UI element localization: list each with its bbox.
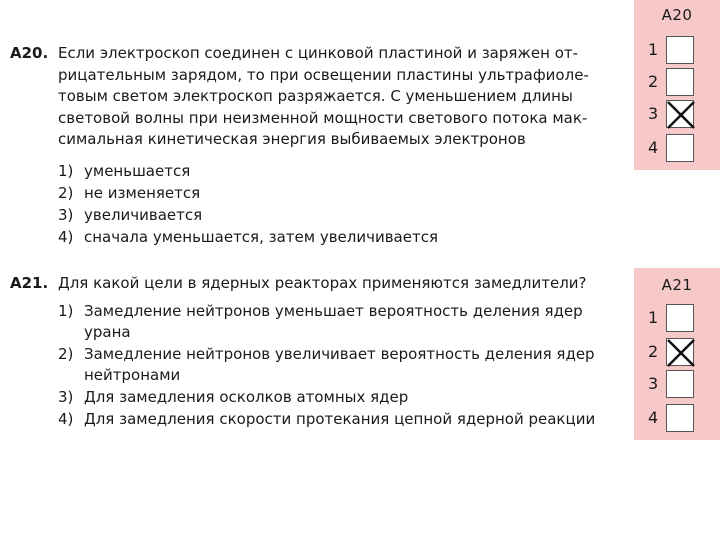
- answer-checkbox[interactable]: [666, 134, 694, 162]
- answer-checkbox[interactable]: [666, 404, 694, 432]
- answer-option-1-cont: [84, 323, 131, 344]
- option-number: 3): [58, 388, 74, 406]
- question-text-line: товым светом электроскоп разряжается. С уменьшением длины: [58, 87, 573, 105]
- answer-option-4: [58, 410, 595, 431]
- answer-row-label: 3: [648, 104, 659, 123]
- option-number: 2): [58, 184, 74, 202]
- question-text-line: рицательным зарядом, то при освещении пластины ультрафиоле-: [58, 65, 589, 84]
- question-text-line: симальная кинетическая энергия выбиваемых электронов: [58, 130, 526, 148]
- answer-row-4: [634, 134, 720, 164]
- answer-option-4: [58, 228, 438, 249]
- option-text: сначала уменьшается, затем увеличивается: [84, 228, 438, 246]
- question-number: А21.: [10, 274, 49, 292]
- answer-checkbox[interactable]: [666, 338, 694, 366]
- answer-row-2: [634, 68, 720, 98]
- option-number: 2): [58, 345, 74, 363]
- option-number: 4): [58, 410, 74, 428]
- answer-row-4: [634, 404, 720, 434]
- answer-row-label: 2: [648, 72, 659, 91]
- answer-checkbox[interactable]: [666, 100, 694, 128]
- option-text: Замедление нейтронов увеличивает вероятность деления ядер: [84, 345, 595, 363]
- answer-option-3: [58, 206, 202, 227]
- option-text: Замедление нейтронов уменьшает вероятность деления ядер: [84, 302, 583, 320]
- answer-sheet-title: А21: [661, 276, 693, 294]
- answer-row-label: 1: [648, 40, 659, 59]
- answer-checkbox[interactable]: [666, 370, 694, 398]
- answer-option-2: [58, 184, 200, 205]
- option-number: 1): [58, 162, 74, 180]
- cross-mark-icon: [665, 337, 697, 369]
- answer-row-label: 4: [648, 408, 659, 427]
- answer-row-3: [634, 370, 720, 400]
- question-text: [58, 44, 618, 152]
- question-text-line: Для какой цели в ядерных реакторах применяются замедлители?: [58, 274, 587, 292]
- answer-option-1: [58, 162, 190, 183]
- question-text-line: Если электроскоп соединен с цинковой пластиной и заряжен от-: [58, 44, 579, 62]
- option-text: не изменяется: [84, 184, 201, 202]
- option-text: Для замедления скорости протекания цепной ядерной реакции: [84, 410, 596, 428]
- answer-option-2-cont: [84, 366, 180, 387]
- option-text: Для замедления осколков атомных ядер: [84, 388, 409, 406]
- option-number: 4): [58, 228, 74, 246]
- answer-row-label: 3: [648, 374, 659, 393]
- answer-row-label: 4: [648, 138, 659, 157]
- cross-mark-icon: [665, 99, 697, 131]
- answer-sheet-a20: [634, 0, 720, 170]
- answer-row-label: 2: [648, 342, 659, 361]
- question-text: [58, 274, 618, 296]
- answer-sheet-title: А20: [661, 6, 693, 24]
- answer-option-2: [58, 345, 595, 366]
- answer-row-3: [634, 100, 720, 130]
- answer-option-1: [58, 302, 583, 323]
- option-number: 3): [58, 206, 74, 224]
- option-text: урана: [84, 323, 131, 341]
- question-number: А20.: [10, 44, 49, 62]
- option-text: уменьшается: [84, 162, 191, 180]
- question-text-line: световой волны при неизменной мощности светового потока мак-: [58, 108, 588, 127]
- answer-row-1: [634, 304, 720, 334]
- option-text: увеличивается: [84, 206, 203, 224]
- answer-checkbox[interactable]: [666, 68, 694, 96]
- option-text: нейтронами: [84, 366, 181, 384]
- answer-checkbox[interactable]: [666, 36, 694, 64]
- answer-row-label: 1: [648, 308, 659, 327]
- option-number: 1): [58, 302, 74, 320]
- answer-row-1: [634, 36, 720, 66]
- answer-checkbox[interactable]: [666, 304, 694, 332]
- answer-option-3: [58, 388, 408, 409]
- answer-sheet-a21: [634, 268, 720, 440]
- answer-row-2: [634, 338, 720, 368]
